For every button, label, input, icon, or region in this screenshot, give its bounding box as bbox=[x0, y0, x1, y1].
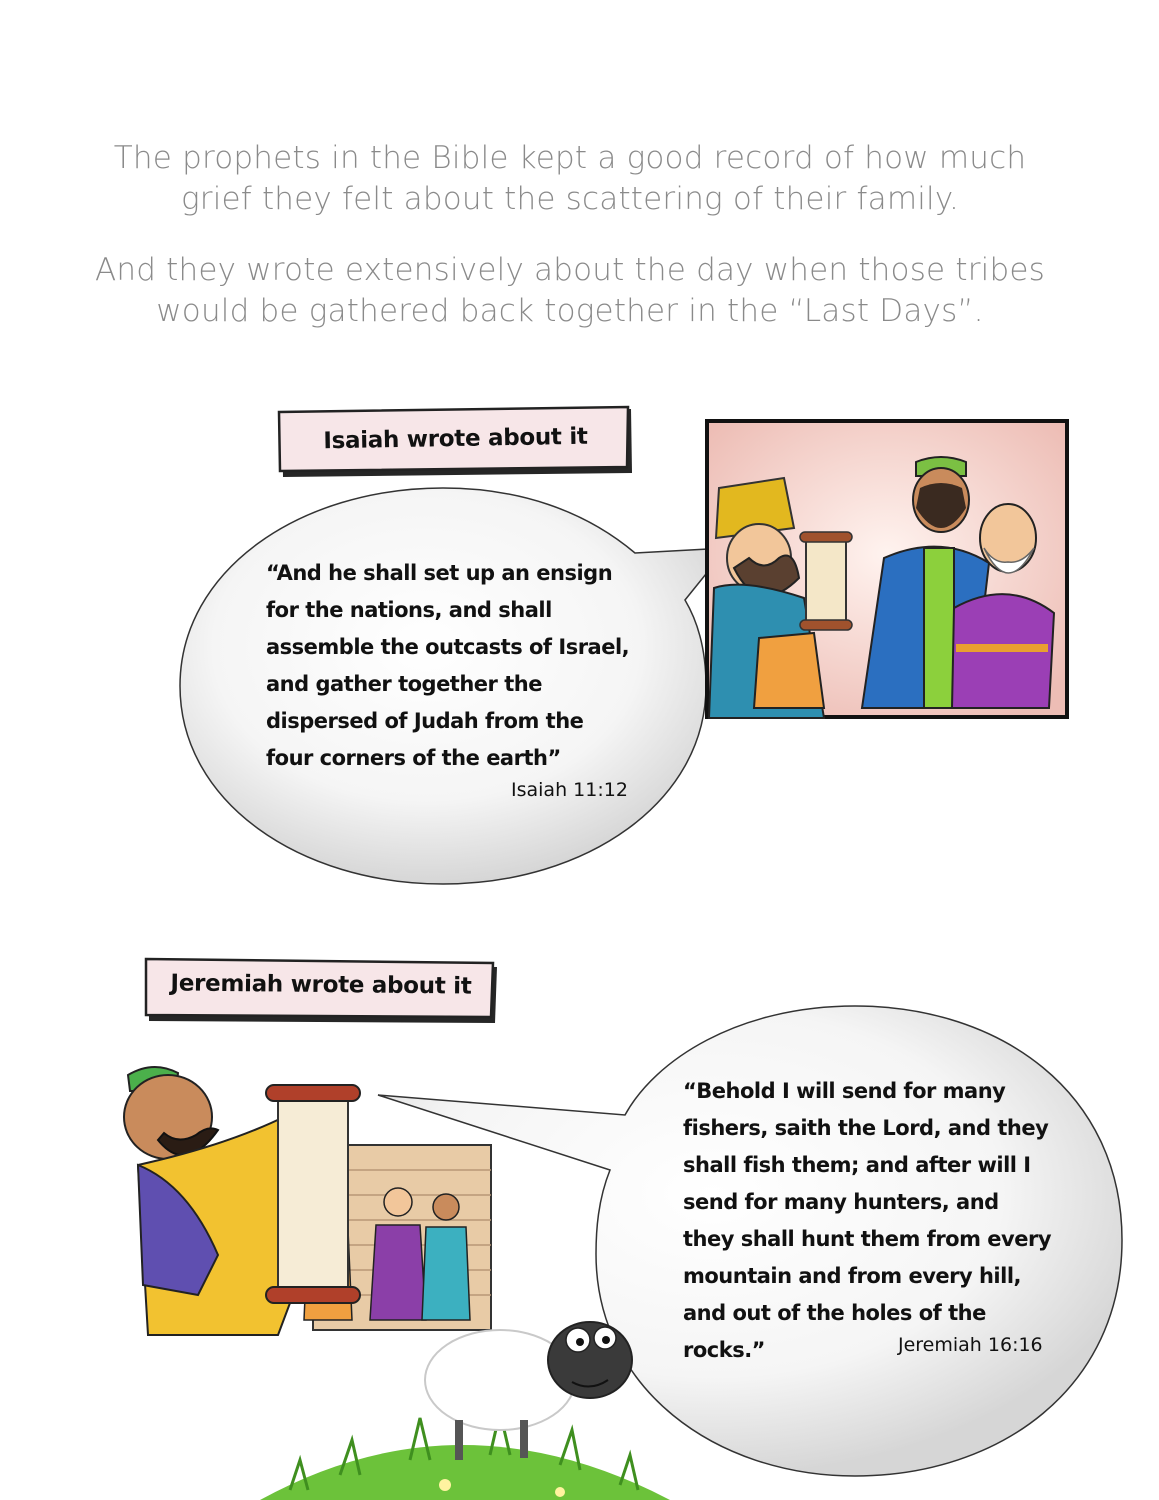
jeremiah-banner-label: Jeremiah wrote about it bbox=[170, 970, 472, 1000]
scroll-icon bbox=[800, 532, 852, 630]
intro-paragraph-2: And they wrote extensively about the day when those tribes would be gathered back together in the “Last Days”. bbox=[94, 252, 1045, 329]
jeremiah-reference: Jeremiah 16:16 bbox=[898, 1334, 1043, 1356]
sheep-scene bbox=[260, 1300, 670, 1500]
sheep-icon bbox=[425, 1322, 632, 1460]
intro-paragraph-1: The prophets in the Bible kept a good record of how much grief they felt about the scattering of their family. bbox=[113, 140, 1027, 217]
isaiah-illustration-panel bbox=[704, 418, 1070, 722]
isaiah-reference: Isaiah 11:12 bbox=[511, 779, 628, 801]
isaiah-banner-label: Isaiah wrote about it bbox=[323, 423, 588, 455]
scroll-icon bbox=[266, 1085, 360, 1303]
isaiah-quote: “And he shall set up an ensign for the nations, and shall assemble the outcasts of Israel, and gather together the dispersed of Judah from the four corners of the earth” bbox=[266, 561, 630, 770]
jeremiah-quote: “Behold I will send for many fishers, saith the Lord, and they shall fish them; and after will I send for many hunters, and they shall hunt them from every mountain and from every hill, and out of the holes of the rocks.” bbox=[683, 1079, 1052, 1362]
